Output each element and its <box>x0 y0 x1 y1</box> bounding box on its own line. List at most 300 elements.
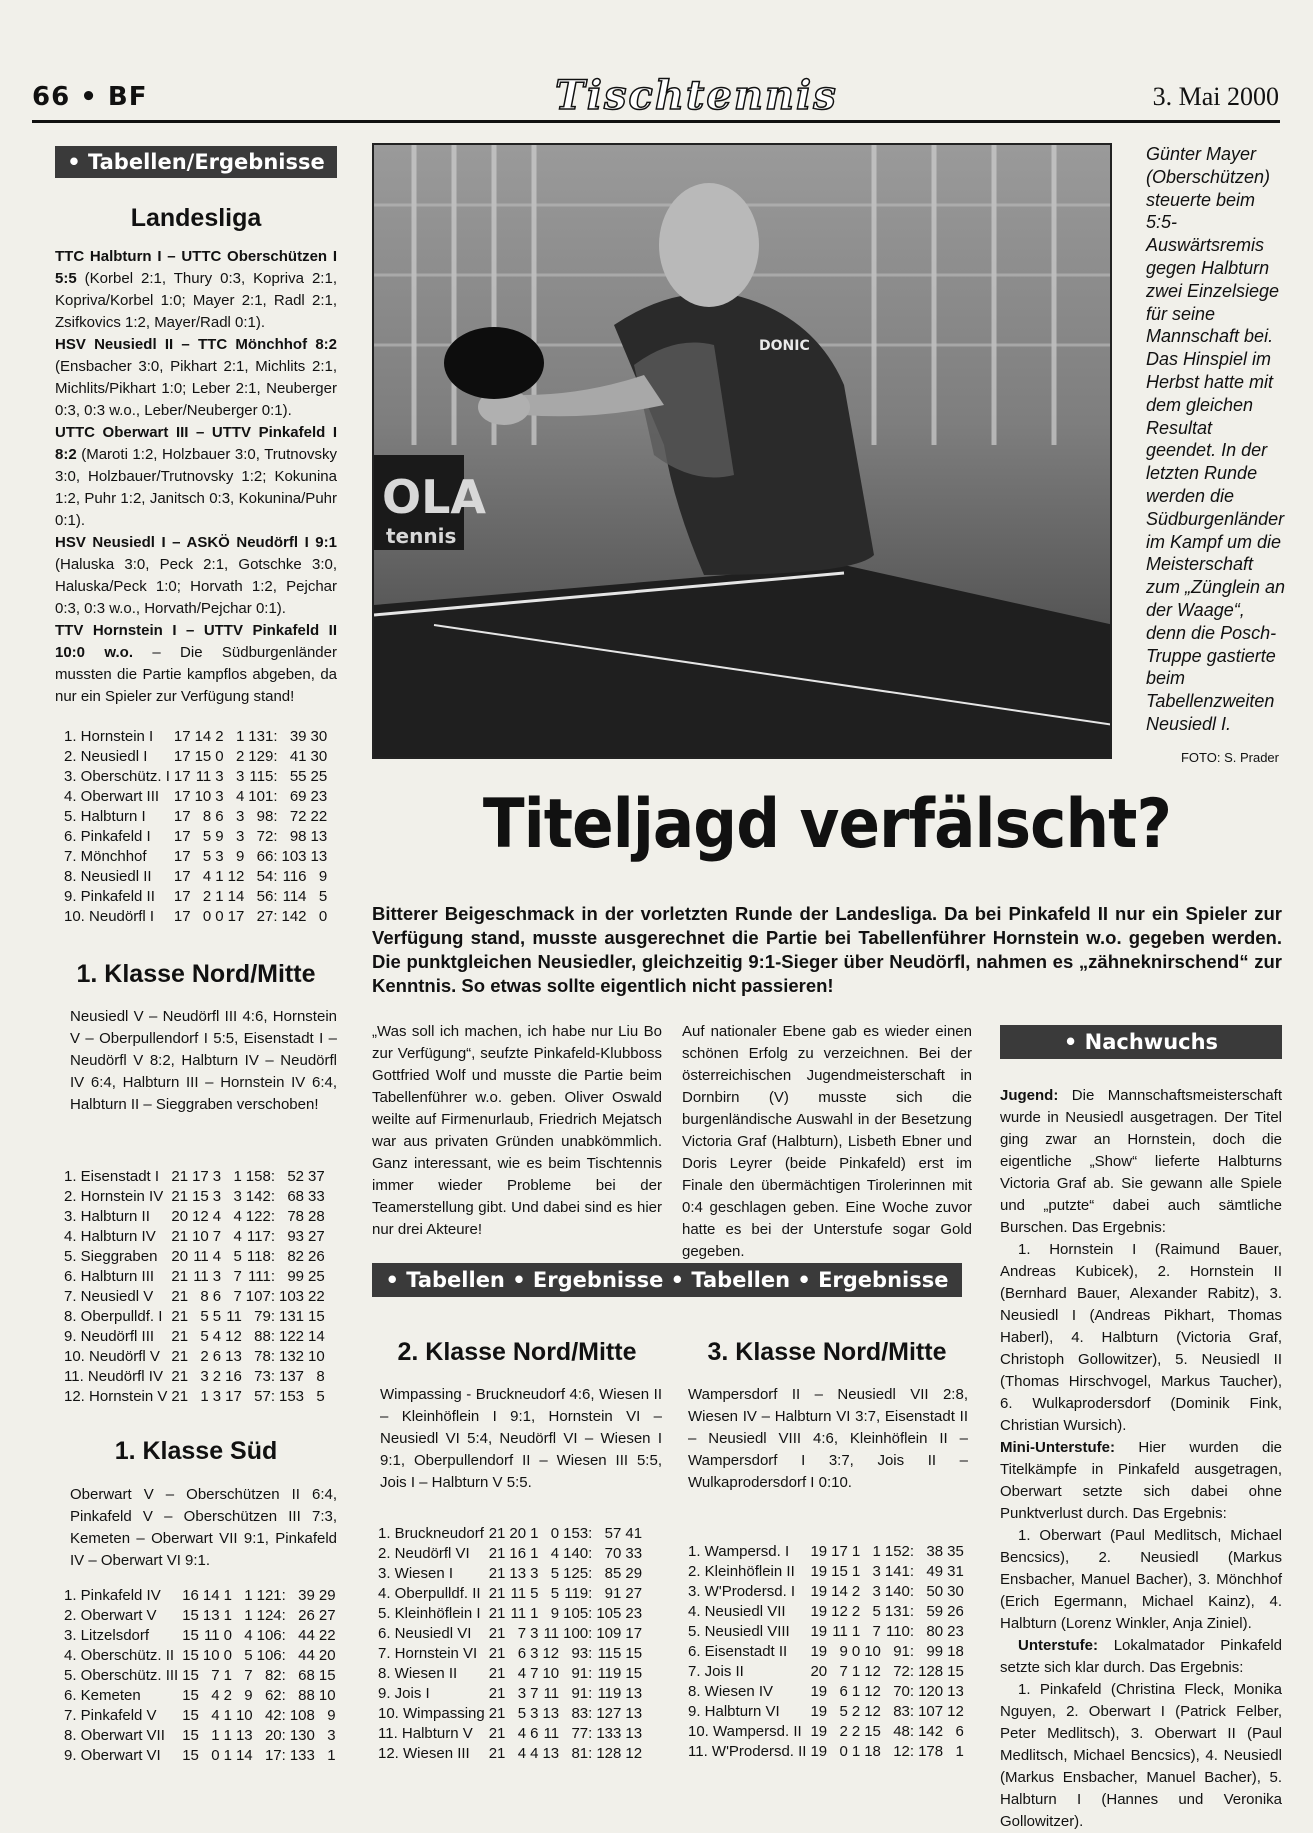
stat-cell: 49 <box>926 1563 944 1580</box>
stat-cell: 15 <box>182 1707 199 1724</box>
stat-cell: 21 <box>488 1745 506 1762</box>
table-row <box>62 1187 327 1207</box>
stat-cell: 124: <box>256 1607 286 1624</box>
team-cell: 10. Neudörfl V <box>64 1348 160 1365</box>
stat-cell: 6 <box>517 1645 527 1662</box>
stat-cell: 117: <box>246 1228 275 1245</box>
stat-cell: 12 <box>864 1683 881 1700</box>
stat-cell: 11 <box>195 768 212 785</box>
team-cell: 2. Neudörfl VI <box>378 1545 470 1562</box>
table-row <box>62 867 329 887</box>
stat-cell: 127 <box>596 1705 622 1722</box>
stat-cell: 18 <box>947 1643 964 1660</box>
stat-cell: 1 <box>223 1587 232 1604</box>
table-row <box>686 1542 966 1562</box>
stat-cell: 1 <box>215 888 224 905</box>
player-photo <box>372 143 1112 759</box>
banner-logo-text: OLA <box>382 470 487 524</box>
stat-cell: 15 <box>182 1627 199 1644</box>
stat-cell: 111: <box>248 1268 275 1285</box>
photo-caption: Günter Mayer (Oberschützen) steuerte beim 5:5-Auswärtsremis gegen Halbturn zwei Einzelsiege für seine Mannschaft bei. Das Hinspiel im Herbst hatte mit dem gleichen Resultat geendet. In der letzten Runde werden die Südburgenländer im Kampf um die Meisterschaft zum „Zünglein an der Waage“, denn die Posch-Truppe gastierte beim Tabellenzweiten Neusiedl I. <box>1146 144 1286 734</box>
stat-cell: 3 <box>212 1168 222 1185</box>
stat-cell: 21 <box>488 1685 506 1702</box>
stat-cell: 20 <box>171 1248 189 1265</box>
stat-cell: 142 <box>918 1723 944 1740</box>
stat-cell: 3 <box>212 1188 222 1205</box>
stat-cell: 108 <box>289 1707 315 1724</box>
team-cell: 4. Halbturn IV <box>64 1228 156 1245</box>
stat-cell: 3 <box>530 1565 539 1582</box>
stat-cell: 17 <box>225 1388 242 1405</box>
stat-cell: 3 <box>235 828 245 845</box>
stat-cell: 37 <box>308 1168 325 1185</box>
stat-cell: 19 <box>810 1583 828 1600</box>
stat-cell: 13 <box>310 828 328 845</box>
table-row <box>62 1606 338 1626</box>
stat-cell: 15 <box>947 1663 964 1680</box>
stat-cell: 107 <box>918 1703 944 1720</box>
stat-cell: 8 <box>202 808 212 825</box>
stat-cell: 1 <box>530 1605 539 1622</box>
article-column-1: „Was soll ich machen, ich habe nur Liu Bo zur Verfügung“, seufzte Pinkafeld-Klubboss Gottfried Wolf und musste die Partie beim Tabellenführer w.o. geben. Oliver Oswald weilte auf Firmenurlaub, Friedrich Mejatsch war aus privaten Gründen unabkömmlich. Ganz interessant, wie es beim Tischtennis immer wieder Probleme bei der Teamerstellung gibt. Und dabei sind es hier nur drei Akteure! <box>372 1023 662 1238</box>
stat-cell: 3 <box>530 1645 539 1662</box>
stat-cell: 0 <box>215 908 224 925</box>
stat-cell: 107: <box>245 1288 275 1305</box>
team-cell: 4. Neusiedl VII <box>688 1603 786 1620</box>
stat-cell: 30 <box>310 748 328 765</box>
stat-cell: 131 <box>279 1308 305 1325</box>
stat-cell: 10 <box>864 1643 881 1660</box>
stat-cell: 103 <box>279 1288 305 1305</box>
stat-cell: 55 <box>289 768 307 785</box>
stat-cell: 3 <box>235 768 245 785</box>
team-cell: 6. Neusiedl VI <box>378 1625 472 1642</box>
sued-1-table <box>62 1586 338 1766</box>
stat-cell: 29 <box>625 1565 643 1582</box>
stat-cell: 15 <box>194 748 212 765</box>
table-row <box>686 1682 966 1702</box>
stat-cell: 20 <box>810 1663 828 1680</box>
team-cell: 9. Halbturn VI <box>688 1703 780 1720</box>
stat-cell: 5 <box>517 1705 527 1722</box>
stat-cell: 3 <box>215 788 224 805</box>
stat-cell: 0 <box>223 1627 232 1644</box>
stat-cell: 11 <box>226 1308 242 1325</box>
stat-cell: 10 <box>192 1228 209 1245</box>
team-cell: 10. Wampersd. II <box>688 1723 802 1740</box>
team-cell: 2. Oberwart V <box>64 1607 157 1624</box>
stat-cell: 16 <box>225 1368 242 1385</box>
stat-cell: 4 <box>550 1545 560 1562</box>
team-cell: 6. Eisenstadt II <box>688 1643 788 1660</box>
stat-cell: 42: <box>264 1707 286 1724</box>
stat-cell: 128 <box>918 1663 944 1680</box>
team-cell: 7. Mönchhof <box>64 848 147 865</box>
stat-cell: 68 <box>287 1188 305 1205</box>
stat-cell: 26 <box>298 1607 315 1624</box>
stat-cell: 119: <box>564 1585 593 1602</box>
nachwuchs-unter: Unterstufe: Lokalmatador Pinkafeld setzte sich klar durch. Das Ergebnis: <box>1000 1637 1282 1676</box>
stat-cell: 9 <box>839 1643 848 1660</box>
stat-cell: 88 <box>298 1687 315 1704</box>
stat-cell: 3 <box>530 1625 539 1642</box>
stat-cell: 1 <box>223 1707 232 1724</box>
stat-cell: 26 <box>947 1603 964 1620</box>
stat-cell: 7 <box>211 1667 220 1684</box>
stat-cell: 21 <box>488 1705 506 1722</box>
stat-cell: 10 <box>308 1348 325 1365</box>
stat-cell: 4 <box>211 1707 220 1724</box>
stat-cell: 93: <box>571 1645 593 1662</box>
stat-cell: 78: <box>254 1348 275 1365</box>
stat-cell: 0 <box>851 1643 861 1660</box>
stat-cell: 15 <box>318 1667 336 1684</box>
issue-date: 3. Mai 2000 <box>1152 82 1279 111</box>
stat-cell: 19 <box>810 1543 828 1560</box>
stat-cell: 0 <box>215 748 224 765</box>
stat-cell: 0 <box>550 1525 560 1542</box>
stat-cell: 19 <box>810 1563 828 1580</box>
stat-cell: 14 <box>202 1587 220 1604</box>
stat-cell: 1 <box>327 1747 336 1764</box>
stat-cell: 3 <box>530 1705 539 1722</box>
stat-cell: 17 <box>173 768 191 785</box>
stat-cell: 17 <box>625 1625 643 1642</box>
section-bar-mid: • Tabellen • Ergebnisse • Tabellen • Ergebnisse <box>372 1263 962 1297</box>
stat-cell: 7 <box>530 1665 539 1682</box>
nord-mitte-1-table <box>62 1167 327 1407</box>
stat-cell: 29 <box>318 1587 336 1604</box>
nachwuchs-text <box>1000 1085 1282 1833</box>
team-cell: 8. Oberpulldf. I <box>64 1308 163 1325</box>
stat-cell: 33 <box>625 1545 643 1562</box>
stat-cell: 131: <box>248 728 278 745</box>
stat-cell: 2 <box>851 1703 861 1720</box>
stat-cell: 2 <box>851 1723 861 1740</box>
team-cell: 3. Oberschütz. I <box>64 768 170 785</box>
stat-cell: 100: <box>563 1625 593 1642</box>
stat-cell: 6 <box>212 1288 222 1305</box>
table-row <box>686 1742 966 1762</box>
stat-cell: 4 <box>517 1725 527 1742</box>
stat-cell: 1 <box>215 868 224 885</box>
stat-cell: 15 <box>182 1687 199 1704</box>
team-cell: 5. Halbturn I <box>64 808 146 825</box>
stat-cell: 4 <box>212 1208 222 1225</box>
stat-cell: 140: <box>884 1583 915 1600</box>
stat-cell: 17 <box>831 1543 848 1560</box>
stat-cell: 103 <box>281 848 307 865</box>
stat-cell: 7 <box>839 1663 848 1680</box>
stat-cell: 81: <box>571 1745 593 1762</box>
stat-cell: 0 <box>211 1747 220 1764</box>
stat-cell: 3 <box>327 1727 336 1744</box>
stat-cell: 1 <box>851 1743 861 1760</box>
stat-cell: 30 <box>947 1583 964 1600</box>
stat-cell: 178 <box>918 1743 944 1760</box>
stat-cell: 15 <box>625 1645 643 1662</box>
stat-cell: 12 <box>625 1745 643 1762</box>
stat-cell: 13 <box>625 1705 643 1722</box>
table-row <box>62 1367 327 1387</box>
team-cell: 10. Neudörfl I <box>64 908 155 925</box>
stat-cell: 57 <box>604 1525 622 1542</box>
stat-cell: 1 <box>955 1743 964 1760</box>
stat-cell: 27: <box>256 908 278 925</box>
stat-cell: 106: <box>256 1627 286 1644</box>
team-cell: 1. Eisenstadt I <box>64 1168 160 1185</box>
stat-cell: 2 <box>839 1723 848 1740</box>
stat-cell: 11 <box>193 1268 209 1285</box>
stat-cell: 12: <box>893 1743 915 1760</box>
stat-cell: 4 <box>202 868 212 885</box>
table-row <box>686 1722 966 1742</box>
stat-cell: 21 <box>488 1565 506 1582</box>
stat-cell: 20: <box>264 1727 286 1744</box>
article-column-2: Auf nationaler Ebene gab es wieder einen schönen Erfolg zu verzeichnen. Bei der österreichischen Jugendmeisterschaft in Dornbirn (V) musste sich die burgenländische Auswahl in der Besetzung Victoria Graf (Halbturn), Lisbeth Ebner und Doris Leyrer (beide Pinkafeld) erst im Finale den übermächtigen Tirolerinnen mit 0:4 geschlagen geben. Eine Woche zuvor hatte es bei der Unterstufe sogar Gold gegeben. <box>682 1023 972 1260</box>
stat-cell: 23 <box>310 788 328 805</box>
stat-cell: 21 <box>171 1288 189 1305</box>
table-row <box>376 1704 644 1724</box>
stat-cell: 7 <box>233 1268 242 1285</box>
stat-cell: 4 <box>233 1228 242 1245</box>
table-row <box>62 1307 327 1327</box>
stat-cell: 11 <box>510 1585 527 1602</box>
header-rule <box>32 120 1280 123</box>
section-title: Tischtennis <box>555 72 838 119</box>
stat-cell: 13 <box>542 1745 560 1762</box>
stat-cell: 50 <box>926 1583 944 1600</box>
stat-cell: 140: <box>563 1545 593 1562</box>
stat-cell: 1 <box>235 728 245 745</box>
stat-cell: 70: <box>893 1683 915 1700</box>
stat-cell: 129: <box>248 748 278 765</box>
stat-cell: 19 <box>810 1603 828 1620</box>
team-cell: 11. Neudörfl IV <box>64 1368 163 1385</box>
stat-cell: 98 <box>289 828 307 845</box>
sued-1-results: Oberwart V – Oberschützen II 6:4, Pinkafeld V – Oberschützen III 7:3, Kemeten – Oberwart VII 9:1, Pinkafeld IV – Oberwart VI 9:1. <box>70 1486 337 1569</box>
stat-cell: 116 <box>282 868 307 885</box>
stat-cell: 1 <box>200 1388 209 1405</box>
team-cell: 3. Wiesen I <box>378 1565 454 1582</box>
stat-cell: 1 <box>851 1543 861 1560</box>
nord-mitte-2-table <box>376 1524 644 1764</box>
team-cell: 6. Pinkafeld I <box>64 828 151 845</box>
stat-cell: 3 <box>215 768 224 785</box>
stat-cell: 11 <box>543 1725 560 1742</box>
stat-cell: 8 <box>316 1368 325 1385</box>
stat-cell: 19 <box>810 1743 828 1760</box>
table-row <box>62 1227 327 1247</box>
stat-cell: 4 <box>517 1665 527 1682</box>
banner-sub-text: tennis <box>386 524 457 548</box>
stat-cell: 12 <box>947 1703 964 1720</box>
stat-cell: 3 <box>235 808 245 825</box>
result-item: HSV Neusiedl II – TTC Mönchhof 8:2 (Ensbacher 3:0, Pikhart 2:1, Michlits 2:1, Michlits/Pikhart 1:0; Leber 2:1, Neuberger 0:3, 0:3 w.o., Leber/Neuberger 0:1). <box>55 336 337 419</box>
stat-cell: 62: <box>264 1687 286 1704</box>
stat-cell: 9 <box>327 1707 336 1724</box>
stat-cell: 23 <box>625 1605 643 1622</box>
stat-cell: 17 <box>173 748 191 765</box>
stat-cell: 8 <box>200 1288 209 1305</box>
stat-cell: 142 <box>281 908 307 925</box>
stat-cell: 13 <box>947 1683 964 1700</box>
table-row <box>686 1582 966 1602</box>
stat-cell: 12 <box>192 1208 209 1225</box>
team-cell: 9. Neudörfl III <box>64 1328 155 1345</box>
table-row <box>376 1624 644 1644</box>
stat-cell: 22 <box>310 808 328 825</box>
stat-cell: 5 <box>202 848 212 865</box>
team-cell: 5. Kleinhöflein I <box>378 1605 481 1622</box>
stat-cell: 99 <box>287 1268 305 1285</box>
stat-cell: 91 <box>604 1585 622 1602</box>
stat-cell: 3 <box>200 1368 209 1385</box>
stat-cell: 17 <box>173 808 191 825</box>
stat-cell: 26 <box>308 1248 325 1265</box>
table-row <box>62 727 329 747</box>
stat-cell: 10 <box>542 1665 560 1682</box>
stat-cell: 73: <box>254 1368 275 1385</box>
team-cell: 11. W'Prodersd. II <box>688 1743 807 1760</box>
stat-cell: 2 <box>212 1368 222 1385</box>
stat-cell: 2 <box>223 1687 232 1704</box>
stat-cell: 88: <box>254 1328 275 1345</box>
section-bar-tabellen: • Tabellen/Ergebnisse <box>55 146 337 178</box>
stat-cell: 0 <box>202 908 212 925</box>
stat-cell: 14 <box>308 1328 325 1345</box>
stat-cell: 15 <box>625 1665 643 1682</box>
stat-cell: 9 <box>215 828 224 845</box>
stat-cell: 109 <box>596 1625 622 1642</box>
table-row <box>62 1626 338 1646</box>
stat-cell: 17 <box>173 848 191 865</box>
stat-cell: 10 <box>202 1647 220 1664</box>
stat-cell: 11 <box>204 1627 220 1644</box>
stat-cell: 23 <box>947 1623 964 1640</box>
stat-cell: 21 <box>171 1168 189 1185</box>
table-row <box>376 1544 644 1564</box>
table-row <box>62 767 329 787</box>
stat-cell: 12 <box>542 1645 560 1662</box>
stat-cell: 152: <box>884 1543 915 1560</box>
stat-cell: 30 <box>310 728 328 745</box>
team-cell: 5. Neusiedl VIII <box>688 1623 790 1640</box>
team-cell: 4. Oberpulldf. II <box>378 1585 481 1602</box>
team-cell: 1. Pinkafeld IV <box>64 1587 161 1604</box>
stat-cell: 15 <box>308 1308 325 1325</box>
stat-cell: 142: <box>245 1188 275 1205</box>
stat-cell: 17 <box>173 728 191 745</box>
stat-cell: 7 <box>212 1228 222 1245</box>
nord-mitte-3-title: 3. Klasse Nord/Mitte <box>707 1338 947 1366</box>
stat-cell: 2 <box>851 1583 861 1600</box>
team-cell: 8. Wiesen II <box>378 1665 458 1682</box>
table-row <box>376 1524 644 1544</box>
stat-cell: 93 <box>287 1228 305 1245</box>
stat-cell: 78 <box>287 1208 305 1225</box>
stat-cell: 18 <box>864 1743 881 1760</box>
stat-cell: 21 <box>488 1725 506 1742</box>
stat-cell: 44 <box>298 1627 315 1644</box>
stat-cell: 99 <box>926 1643 944 1660</box>
team-cell: 7. Hornstein VI <box>378 1645 478 1662</box>
stat-cell: 1 <box>530 1545 539 1562</box>
stat-cell: 5 <box>244 1647 253 1664</box>
stat-cell: 0 <box>223 1647 232 1664</box>
stat-cell: 10 <box>318 1687 336 1704</box>
landesliga-table <box>62 727 329 927</box>
stat-cell: 15 <box>182 1727 199 1744</box>
team-cell: 11. Halbturn V <box>378 1725 473 1742</box>
stat-cell: 141: <box>884 1563 915 1580</box>
stat-cell: 118: <box>246 1248 275 1265</box>
stat-cell: 6 <box>212 1348 222 1365</box>
stat-cell: 11 <box>832 1623 848 1640</box>
table-row <box>62 1387 327 1407</box>
stat-cell: 21 <box>171 1388 189 1405</box>
team-cell: 1. Wampersd. I <box>688 1543 790 1560</box>
team-cell: 5. Sieggraben <box>64 1248 158 1265</box>
stat-cell: 15 <box>182 1647 199 1664</box>
team-cell: 1. Hornstein I <box>64 728 154 745</box>
stat-cell: 9 <box>244 1687 253 1704</box>
stat-cell: 1 <box>851 1663 861 1680</box>
stat-cell: 3 <box>212 1388 222 1405</box>
stat-cell: 44 <box>298 1647 315 1664</box>
stat-cell: 17 <box>173 788 191 805</box>
table-row <box>376 1664 644 1684</box>
stat-cell: 4 <box>517 1745 527 1762</box>
stat-cell: 128 <box>596 1745 622 1762</box>
stat-cell: 20 <box>509 1525 527 1542</box>
result-item: TTV Hornstein I – UTTV Pinkafeld II 10:0 w.o. – Die Südburgenländer mussten die Partie kampflos abgeben, da nur ein Spieler zur Verfügung stand! <box>55 622 337 705</box>
stat-cell: 105 <box>596 1605 622 1622</box>
stat-cell: 1 <box>872 1543 881 1560</box>
stat-cell: 2 <box>235 748 245 765</box>
stat-cell: 41 <box>625 1525 643 1542</box>
stat-cell: 21 <box>171 1268 189 1285</box>
stat-cell: 85 <box>604 1565 622 1582</box>
team-cell: 6. Kemeten <box>64 1687 141 1704</box>
table-row <box>62 1267 327 1287</box>
result-item: UTTC Oberwart III – UTTV Pinkafeld I 8:2 (Maroti 1:2, Holzbauer 3:0, Trutnovsky 3:0, Holzbauer/Trutnovsky 1:2; Kokunina 1:2, Puhr 1:2, Janitsch 0:3, Kokunina/Puhr 0:1). <box>55 424 337 529</box>
stat-cell: 3 <box>517 1685 527 1702</box>
sued-1-title: 1. Klasse Süd <box>114 1437 278 1465</box>
stat-cell: 3 <box>212 1268 222 1285</box>
stat-cell: 83: <box>571 1705 593 1722</box>
table-row <box>62 1726 338 1746</box>
stat-cell: 1 <box>851 1623 861 1640</box>
stat-cell: 13 <box>310 848 328 865</box>
result-item: TTC Halbturn I – UTTC Oberschützen I 5:5 (Korbel 2:1, Thury 0:3, Kopriva 2:1, Kopriva/Korbel 1:0; Mayer 2:1, Radl 2:1, Zsifkovics 1:2, Mayer/Radl 0:1). <box>55 248 337 331</box>
stat-cell: 12 <box>225 1328 242 1345</box>
nachwuchs-jugend-result: 1. Hornstein I (Raimund Bauer, Andreas Kubicek), 2. Hornstein II (Bernhard Bauer, Alexander Rabitz), 3. Neusiedl I (Andreas Pikhart, Thomas Haberl), 4. Halbturn (Victoria Graf, Christoph Gollowitzer), 5. Neusiedl II (Thomas Hirschvogel, Markus Taucher), 6. Wulkaprodersdorf (Dominik Fink, Christian Wursich). <box>1000 1241 1282 1434</box>
stat-cell: 20 <box>318 1647 336 1664</box>
table-row <box>62 787 329 807</box>
stat-cell: 15 <box>864 1723 881 1740</box>
stat-cell: 21 <box>171 1368 189 1385</box>
stat-cell: 1 <box>223 1607 232 1624</box>
stat-cell: 110: <box>885 1623 915 1640</box>
stat-cell: 28 <box>308 1208 325 1225</box>
stat-cell: 27 <box>318 1607 336 1624</box>
team-cell: 3. W'Prodersd. I <box>688 1583 796 1600</box>
stat-cell: 59 <box>926 1603 944 1620</box>
stat-cell: 5 <box>872 1603 881 1620</box>
stat-cell: 25 <box>310 768 328 785</box>
stat-cell: 2 <box>202 888 212 905</box>
